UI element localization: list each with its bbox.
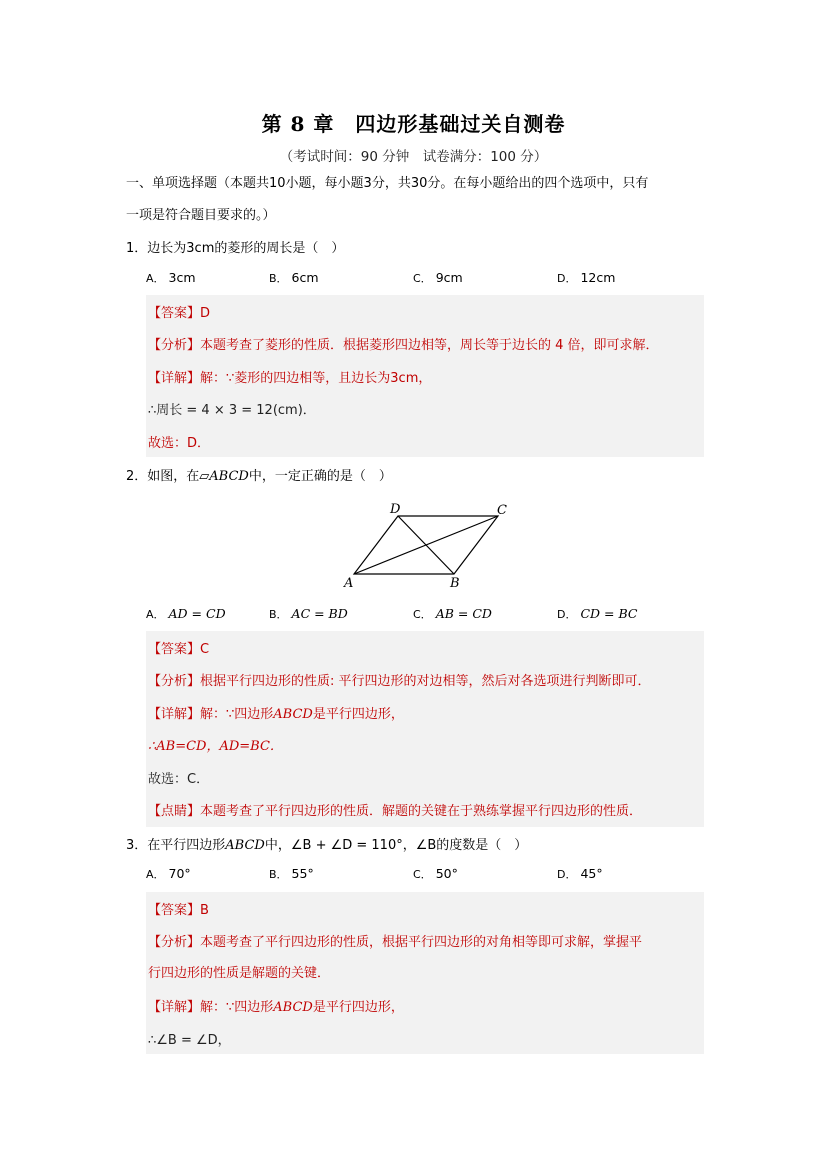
question-1-stem [126,237,344,256]
section-heading-line2: 一项是符合题目要求的。） [126,208,276,223]
option-label: B． [269,868,288,881]
option-text: 3cm [168,270,196,285]
option-label: C． [413,868,432,881]
q1-answer: 【答案】D [148,306,211,321]
q2-detail: 【详解】解：∵四边形ABCD是平行四边形， [148,707,404,722]
q3-option-a [146,866,191,882]
q3-answer-box [146,892,704,1054]
option-text: AB = CD [435,606,492,621]
option-text: 6cm [291,270,319,285]
section-heading [126,168,706,232]
option-label: C． [413,272,432,285]
option-text: AD = CD [168,606,226,621]
q1-option-c [413,270,463,286]
q1-detail: 【详解】解：∵菱形的四边相等，且边长为3cm， [148,371,432,386]
page-title: 第 8 章 四边形基础过关自测卷 [261,112,566,136]
option-text: 12cm [580,270,616,285]
option-text: 70° [168,866,191,881]
q2-answer: 【答案】C [148,642,210,657]
vertex-d-label: D [390,502,401,517]
option-label: A． [146,608,165,621]
q2-option-c [413,606,492,622]
option-label: B． [269,608,288,621]
option-text: 55° [291,866,314,881]
question-number: 1． [126,241,148,256]
question-2-stem: 2．如图，在▱ABCD中，一定正确的是（ ） [126,469,392,484]
q2-answer-box [146,631,704,827]
q3-analysis-2: 行四边形的性质是解题的关键． [148,966,331,981]
option-label: D． [557,868,577,881]
q3-detail-2: ∴∠B = ∠D， [148,1033,231,1048]
option-label: A． [146,868,165,881]
q1-option-a [146,270,196,286]
q3-option-c [413,866,458,882]
option-label: C． [413,608,432,621]
diagonal-bd [398,516,454,574]
q3-option-b [269,866,314,882]
vertex-c-label: C [497,503,507,518]
vertex-a-label: A [344,576,354,590]
section-heading-line1: 一、单项选择题（本题共10小题，每小题3分，共30分。在每小题给出的四个选项中，只有 [126,176,649,191]
vertex-b-label: B [450,576,460,590]
q3-answer: 【答案】B [148,903,209,918]
option-text: CD = BC [580,606,638,621]
q2-conclusion: 故选：C． [148,772,210,787]
option-label: D． [557,272,577,285]
q1-option-d [557,270,615,286]
option-text: 9cm [435,270,463,285]
option-label: B． [269,272,288,285]
parallelogram-figure [340,498,520,590]
q3-option-d [557,866,603,882]
question-3-stem: 3．在平行四边形ABCD中，∠B + ∠D = 110°，∠B的度数是（ ） [126,838,528,853]
question-number: 2． [126,469,148,484]
option-text: 45° [580,866,603,881]
q2-option-b [269,606,348,622]
option-text: AC = BD [291,606,348,621]
q2-detail-2: ∴AB=CD，AD=BC． [148,739,283,754]
question-number: 3． [126,838,148,853]
q1-conclusion: 故选：D． [148,436,211,451]
q1-analysis: 【分析】本题考查了菱形的性质．根据菱形四边相等，周长等于边长的 4 倍，即可求解． [148,338,659,353]
option-label: D． [557,608,577,621]
option-label: A． [146,272,165,285]
q1-detail-2: ∴周长 = 4 × 3 = 12(cm)． [148,403,316,418]
q3-detail: 【详解】解：∵四边形ABCD是平行四边形， [148,1000,404,1015]
q1-answer-box [146,295,704,457]
q2-comment: 【点睛】本题考查了平行四边形的性质．解题的关键在于熟练掌握平行四边形的性质． [148,804,643,819]
q2-option-d [557,606,637,622]
q3-analysis: 【分析】本题考查了平行四边形的性质，根据平行四边形的对角相等即可求解，掌握平 [148,935,643,950]
q2-analysis: 【分析】根据平行四边形的性质: 平行四边形的对边相等，然后对各选项进行判断即可． [148,674,651,689]
q1-option-b [269,270,319,286]
exam-info: （考试时间：90 分钟 试卷满分：100 分） [279,149,548,165]
q2-option-a [146,606,226,622]
question-text: 边长为3cm的菱形的周长是（ ） [147,241,345,256]
option-text: 50° [435,866,458,881]
